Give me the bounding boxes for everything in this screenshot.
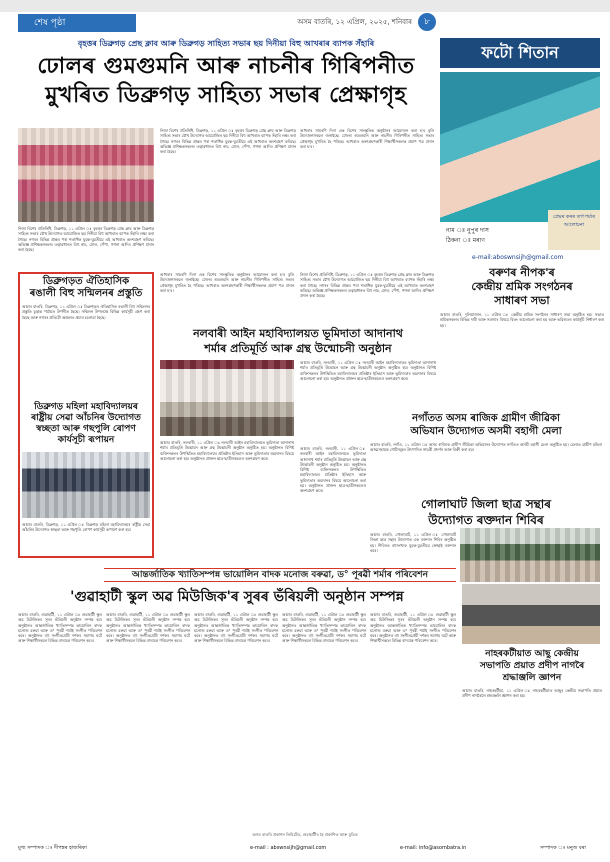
golaghat-body: আমাৰ বাতৰি, গোলাঘাট, ১১ এপ্ৰিল ঃ গোলাঘাট জিলা ছাত্ৰ সন্থাৰ উদ্যোগত এক ৰক্তদান শিবিৰ অনুষ্ঠিত হয়। শিবিৰত বহুসংখ্যক যুৱক-যুৱতীয়ে স্বেচ্ছাই ৰক্তদান কৰে। [370, 532, 456, 553]
box-title-2b: ৰাষ্ট্ৰীয় সেৱা আঁচনিৰ উদ্যোগত [31, 413, 141, 423]
golaghat-headline-line1: গোলাঘাট জিলা ছাত্ৰ সন্থাৰ [420, 497, 551, 511]
feature-caption [446, 226, 489, 246]
music-body-col3: আমাৰ বাতৰি, গুৱাহাটী, ১১ এপ্ৰিল ঃ গুৱাহাটী স্কুল অৱ মিউজিকৰ সুৰৰ ভঁৰিয়লী অনুষ্ঠান সম্পন্ন হয়। অনুষ্ঠানত আন্তৰ্জাতিক খ্যাতিসম্পন্ন ভায়োলিন বাদক মনোজ বৰুৱা আৰু ড° পূৰৱী শৰ্মাই সংগীত পৰিবেশন কৰে। অনুষ্ঠানত বহু সংগীতপ্ৰেমী দৰ্শকৰ সমাগম ঘটে আৰু শিক্ষাৰ্থীসকলে বিভিন্ন বাদ্যযন্ত্ৰ পৰিবেশন কৰে। [194, 612, 278, 644]
box-title-2c: স্বচ্ছতা আৰু গছপুলি ৰোপণ [36, 424, 136, 434]
students-photo [22, 452, 150, 518]
lead-headline-line1: ঢোলৰ গুমগুমনি আৰু নাচনীৰ গিৰিপনীত [37, 53, 415, 79]
fair-headline-line1: নগাঁতত অসম ৰাজিক গ্ৰামীণ জীৱিকা [412, 413, 560, 424]
lead-body-col2-cont: আখৰাৰ সামৰণি দিনা এক বিশেষ সাংস্কৃতিক অনুষ্ঠানৰ আয়োজন কৰা হ'ব বুলি উদ্যোক্তাসকলে জনাইছে। ঢোলৰ গুমগুমনি আৰু নাচনীৰ গিৰিপনীত সাহিত্য সভাৰ প্ৰেক্ষাগৃহ মুখৰিত হৈ পৰিছে। আখৰাত অংশগ্ৰহণকাৰী শিক্ষাৰ্থীসকলক প্ৰমাণ পত্ৰ প্ৰদান কৰা হ'ব। [160, 272, 294, 293]
box-title-2d: কাৰ্যসূচী ৰূপায়ন [57, 435, 115, 445]
box-title-1 [22, 276, 150, 300]
union-headline-line1: বৰুণৰ নীপক'ৰ [489, 266, 555, 279]
box-body-1: আমাৰ বাতৰি, ডিব্ৰুগড়, ১১ এপ্ৰিল ঃ ডিব্ৰুগড়ত ঐতিহাসিক ৰঙালী বিহু সন্মিলনৰ প্ৰস্তুতি চূড়ান্ত পৰ্যায়ত উপনীত হৈছে। সন্মিলন উপলক্ষে বিভিন্ন কাৰ্যসূচী গ্ৰহণ কৰা হৈছে আৰু নগৰৰ প্ৰতিটো অঞ্চলত প্ৰচাৰ চলোৱা হৈছে। [22, 304, 150, 320]
footer-editor: সম্পাদক ঃ মনুজ বৰা [540, 845, 586, 851]
center-headline-line1: নলবাৰী আইন মহাবিদ্যালয়ত ভূমিদাতা আদানাথ [193, 327, 403, 340]
feature-credit: প্ৰেমৰ কৰৰ তাৎপৰ্য্যৰ আলোচনা [548, 210, 600, 250]
footer-chief-editor: মুখ্য সম্পাদক ঃ দীপঙ্কৰ হাজৰিকা [18, 845, 87, 851]
music-headline: 'গুৱাহাটী স্কুল অৱ মিউজিক'ৰ সুৰৰ ভঁৰিয়লী অনুষ্ঠান সম্পন্ন [70, 589, 404, 605]
tribute-headline [462, 648, 602, 684]
box-body-2: আমাৰ বাতৰি, ডিব্ৰুগড়, ১১ এপ্ৰিল ঃ ডিব্ৰুগড় মহিলা মহাবিদ্যালয়ৰ ৰাষ্ট্ৰীয় সেৱা আঁচনিৰ উদ্যোগত স্বচ্ছতা আৰু গছপুলি ৰোপণ কাৰ্যসূচী ৰূপায়ণ কৰা হয়। [22, 522, 150, 533]
golaghat-headline-line2: উদ্যোগত ৰক্তদান শিবিৰ [428, 513, 544, 527]
fair-body: আমাৰ বাতৰি, নগাঁও, ১১ এপ্ৰিল ঃ অসম ৰাজ্যিক গ্ৰামীণ জীৱিকা অভিযানৰ উদ্যোগত নগাঁওত অসমী বহাগী মেলা অনুষ্ঠিত হয়। মেলাত গ্ৰামীণ মহিলা আত্মসহায়ক গোটসমূহৰ উৎপাদিত সামগ্ৰী প্ৰদৰ্শন আৰু বিক্ৰী কৰা হয়। [370, 442, 602, 453]
center-headline [160, 326, 436, 356]
tribute-body: আমাৰ বাতৰি, নাহৰকটীয়া, ১১ এপ্ৰিল ঃ নাহৰকটীয়াত আছুৰ কেন্দ্ৰীয় সভাপতি প্ৰয়াত প্ৰদীপ নাগৰৈলৈ শ্ৰদ্ধাঞ্জলি জ্ঞাপন কৰা হয়। [462, 688, 602, 699]
music-body-col5: আমাৰ বাতৰি, গুৱাহাটী, ১১ এপ্ৰিল ঃ গুৱাহাটী স্কুল অৱ মিউজিকৰ সুৰৰ ভঁৰিয়লী অনুষ্ঠান সম্পন্ন হয়। অনুষ্ঠানত আন্তৰ্জাতিক খ্যাতিসম্পন্ন ভায়োলিন বাদক মনোজ বৰুৱা আৰু ড° পূৰৱী শৰ্মাই সংগীত পৰিবেশন কৰে। অনুষ্ঠানত বহু সংগীতপ্ৰেমী দৰ্শকৰ সমাগম ঘটে আৰু শিক্ষাৰ্থীসকলে বিভিন্ন বাদ্যযন্ত্ৰ পৰিবেশন কৰে। [370, 612, 456, 644]
top-strip [0, 0, 610, 12]
center-body-col1: আমাৰ বাতৰি, নলবাৰী, ১১ এপ্ৰিল ঃ নলবাৰী আইন মহাবিদ্যালয়ত ভূমিদাতা আদানাথ শৰ্মাৰ প্ৰতিমূৰ্তি উন্মোচন আৰু গ্ৰন্থ উন্মোচনী অনুষ্ঠান অনুষ্ঠিত হয়। অনুষ্ঠানত বিশিষ্ট ব্যক্তিসকলৰ উপস্থিতিত মহাবিদ্যালয়ৰ প্ৰতিষ্ঠাৰ ইতিহাস আৰু ভূমিদাতাৰ অৱদানৰ বিষয়ে আলোচনা কৰা হয়। অনুষ্ঠানত প্ৰাক্তন ছাত্ৰ-ছাত্ৰীসকলেও অংশগ্ৰহণ কৰে। [160, 440, 294, 461]
center-stage-photo [160, 360, 294, 436]
center-headline-line2: শৰ্মাৰ প্ৰতিমূৰ্তি আৰু গ্ৰন্থ উন্মোচনী অনুষ্ঠান [204, 342, 392, 355]
lead-kicker: বৃহত্তৰ ডিব্ৰুগড় প্ৰেছ ক্লাব আৰু ডিব্ৰুগড় সাহিত্য সভাৰ ছয় দিনীয়া বিহু আখৰাৰ ব্যাপক সঁহাৰি [77, 39, 375, 48]
box-title-2 [22, 402, 150, 446]
music-body-col1: আমাৰ বাতৰি, গুৱাহাটী, ১১ এপ্ৰিল ঃ গুৱাহাটী স্কুল অৱ মিউজিকৰ সুৰৰ ভঁৰিয়লী অনুষ্ঠান সম্পন্ন হয়। অনুষ্ঠানত আন্তৰ্জাতিক খ্যাতিসম্পন্ন ভায়োলিন বাদক মনোজ বৰুৱা আৰু ড° পূৰৱী শৰ্মাই সংগীত পৰিবেশন কৰে। অনুষ্ঠানত বহু সংগীতপ্ৰেমী দৰ্শকৰ সমাগম ঘটে আৰু শিক্ষাৰ্থীসকলে বিভিন্ন বাদ্যযন্ত্ৰ পৰিবেশন কৰে। [18, 612, 102, 644]
feature-caption-place: ঠিকনা ঃ মৰাণ [446, 237, 485, 244]
footer-web: e-mail: info@asombatra.in [400, 845, 467, 851]
feature-portrait-photo [440, 72, 600, 222]
lead-headline [18, 52, 434, 110]
lead-headline-line2: মুখৰিত ডিব্ৰুগড় সাহিত্য সভাৰ প্ৰেক্ষাগৃহ [45, 82, 407, 108]
fair-headline-line2: অভিযান উদ্যোগত অসমী বহাগী মেলা [410, 426, 562, 437]
footer-publisher-line: অসম বাতৰি প্ৰকাশন লিমিটেড, গুৱাহাটীৰ হৈ প্ৰকাশিত আৰু মুদ্ৰিত [252, 832, 358, 837]
blood-donation-photo [460, 528, 600, 582]
lead-body-col2: নিজা বিশেষ প্ৰতিনিধি, ডিব্ৰুগড়, ১১ এপ্ৰিল ঃ বৃহত্তৰ ডিব্ৰুগড় প্ৰেছ ক্লাব আৰু ডিব্ৰুগড় সাহিত্য সভাৰ যৌথ উদ্যোগত আয়োজিত ছয় দিনীয়া বিহু আখৰাত ব্যাপক সঁহাৰি লক্ষ্য কৰা গৈছে। নগৰৰ বিভিন্ন প্ৰান্তৰ পৰা শতাধিক যুৱক-যুৱতীয়ে এই আখৰাত অংশগ্ৰহণ কৰিছে। অভিজ্ঞ প্ৰশিক্ষকসকলৰ তত্বাৱধানত বিহু নাচ, ঢোল, পেঁপা, গগনা আদিৰ প্ৰশিক্ষণ প্ৰদান কৰা হৈছে। [160, 128, 296, 155]
page-number: ৮ [418, 13, 436, 31]
music-body-col4: আমাৰ বাতৰি, গুৱাহাটী, ১১ এপ্ৰিল ঃ গুৱাহাটী স্কুল অৱ মিউজিকৰ সুৰৰ ভঁৰিয়লী অনুষ্ঠান সম্পন্ন হয়। অনুষ্ঠানত আন্তৰ্জাতিক খ্যাতিসম্পন্ন ভায়োলিন বাদক মনোজ বৰুৱা আৰু ড° পূৰৱী শৰ্মাই সংগীত পৰিবেশন কৰে। অনুষ্ঠানত বহু সংগীতপ্ৰেমী দৰ্শকৰ সমাগম ঘটে আৰু শিক্ষাৰ্থীসকলে বিভিন্ন বাদ্যযন্ত্ৰ পৰিবেশন কৰে। [282, 612, 366, 644]
tribute-photo [462, 584, 600, 644]
union-headline-line2: কেন্দ্ৰীয় শ্ৰমিক সংগঠনৰ [471, 280, 573, 293]
section-tag: শেষ পৃষ্ঠা [18, 14, 136, 32]
center-body-col2: আমাৰ বাতৰি, নলবাৰী, ১১ এপ্ৰিল ঃ নলবাৰী আইন মহাবিদ্যালয়ত ভূমিদাতা আদানাথ শৰ্মাৰ প্ৰতিমূৰ্তি উন্মোচন আৰু গ্ৰন্থ উন্মোচনী অনুষ্ঠান অনুষ্ঠিত হয়। অনুষ্ঠানত বিশিষ্ট ব্যক্তিসকলৰ উপস্থিতিত মহাবিদ্যালয়ৰ প্ৰতিষ্ঠাৰ ইতিহাস আৰু ভূমিদাতাৰ অৱদানৰ বিষয়ে আলোচনা কৰা হয়। অনুষ্ঠানত প্ৰাক্তন ছাত্ৰ-ছাত্ৰীসকলেও অংশগ্ৰহণ কৰে। [300, 360, 436, 381]
footer-email: e-mail : abswnsijh@gmail.com [250, 845, 327, 851]
union-body: আমাৰ বাতৰি, দুলিয়াজান, ১১ এপ্ৰিল ঃ কেন্দ্ৰীয় শ্ৰমিক সংগঠনৰ সাধাৰণ সভা অনুষ্ঠিত হয়। সভাত শ্ৰমিকসকলৰ বিভিন্ন দাবী আৰু সমস্যাৰ বিষয়ে বিতং আলোচনা কৰা হয় আৰু ভৱিষ্যতৰ কাৰ্যসূচী নিৰ্ধাৰণ কৰা হয়। [440, 312, 604, 328]
golaghat-headline [370, 496, 602, 528]
footer-credits [0, 842, 610, 854]
lead-body-col3: আখৰাৰ সামৰণি দিনা এক বিশেষ সাংস্কৃতিক অনুষ্ঠানৰ আয়োজন কৰা হ'ব বুলি উদ্যোক্তাসকলে জনাইছে। ঢোলৰ গুমগুমনি আৰু নাচনীৰ গিৰিপনীত সাহিত্য সভাৰ প্ৰেক্ষাগৃহ মুখৰিত হৈ পৰিছে। আখৰাত অংশগ্ৰহণকাৰী শিক্ষাৰ্থীসকলক প্ৰমাণ পত্ৰ প্ৰদান কৰা হ'ব। [300, 128, 434, 149]
union-headline [440, 266, 604, 308]
box-title-2a: ডিব্ৰুগড় মহিলা মহাবিদ্যালয়ৰ [34, 402, 138, 412]
union-headline-line3: সাধাৰণ সভা [494, 294, 550, 307]
box-title-1b: ৰঙালী বিহু সন্মিলনৰ প্ৰস্তুতি [29, 288, 143, 299]
lead-body-photo-caption: নিজা বিশেষ প্ৰতিনিধি, ডিব্ৰুগড়, ১১ এপ্ৰিল ঃ বৃহত্তৰ ডিব্ৰুগড় প্ৰেছ ক্লাব আৰু ডিব্ৰুগড় সাহিত্য সভাৰ যৌথ উদ্যোগত আয়োজিত ছয় দিনীয়া বিহু আখৰাত ব্যাপক সঁহাৰি লক্ষ্য কৰা গৈছে। নগৰৰ বিভিন্ন প্ৰান্তৰ পৰা শতাধিক যুৱক-যুৱতীয়ে এই আখৰাত অংশগ্ৰহণ কৰিছে। অভিজ্ঞ প্ৰশিক্ষকসকলৰ তত্বাৱধানত বিহু নাচ, ঢোল, পেঁপা, গগনা আদিৰ প্ৰশিক্ষণ প্ৰদান কৰা হৈছে। [18, 226, 154, 253]
lead-body-col3-cont: নিজা বিশেষ প্ৰতিনিধি, ডিব্ৰুগড়, ১১ এপ্ৰিল ঃ বৃহত্তৰ ডিব্ৰুগড় প্ৰেছ ক্লাব আৰু ডিব্ৰুগড় সাহিত্য সভাৰ যৌথ উদ্যোগত আয়োজিত ছয় দিনীয়া বিহু আখৰাত ব্যাপক সঁহাৰি লক্ষ্য কৰা গৈছে। নগৰৰ বিভিন্ন প্ৰান্তৰ পৰা শতাধিক যুৱক-যুৱতীয়ে এই আখৰাত অংশগ্ৰহণ কৰিছে। অভিজ্ঞ প্ৰশিক্ষকসকলৰ তত্বাৱধানত বিহু নাচ, ঢোল, পেঁপা, গগনা আদিৰ প্ৰশিক্ষণ প্ৰদান কৰা হৈছে। [300, 272, 434, 299]
fair-headline [370, 412, 602, 438]
music-kicker-band: আন্তৰ্জাতিক খ্যাতিসম্পন্ন ভায়োলিন বাদক মনোজ বৰুৱা, ড° পূৰৱী শৰ্মাৰ পৰিবেশন [104, 568, 456, 582]
tribute-headline-line3: শ্ৰদ্ধাঞ্জলি জ্ঞাপন [502, 673, 562, 683]
photo-feature-banner: ফটো শিতান [440, 38, 600, 68]
feature-caption-name: নাম ঃ নুপুৰ দাস [446, 227, 489, 234]
box-title-1a: ডিব্ৰুগড়ত ঐতিহাসিক [42, 276, 130, 287]
lead-photo-crowd [18, 128, 154, 222]
tribute-headline-line2: সভাপতি প্ৰয়াত প্ৰদীপ নাগৰৈ [479, 661, 585, 671]
music-body-col2: আমাৰ বাতৰি, গুৱাহাটী, ১১ এপ্ৰিল ঃ গুৱাহাটী স্কুল অৱ মিউজিকৰ সুৰৰ ভঁৰিয়লী অনুষ্ঠান সম্পন্ন হয়। অনুষ্ঠানত আন্তৰ্জাতিক খ্যাতিসম্পন্ন ভায়োলিন বাদক মনোজ বৰুৱা আৰু ড° পূৰৱী শৰ্মাই সংগীত পৰিবেশন কৰে। অনুষ্ঠানত বহু সংগীতপ্ৰেমী দৰ্শকৰ সমাগম ঘটে আৰু শিক্ষাৰ্থীসকলে বিভিন্ন বাদ্যযন্ত্ৰ পৰিবেশন কৰে। [106, 612, 190, 644]
feature-email: e-mail:aboswnsijh@gmail.com [472, 254, 564, 261]
tribute-headline-line1: নাহৰকটীয়াত আছু কেন্দ্ৰীয় [485, 649, 579, 659]
center-body-col3: আমাৰ বাতৰি, নলবাৰী, ১১ এপ্ৰিল ঃ নলবাৰী আইন মহাবিদ্যালয়ত ভূমিদাতা আদানাথ শৰ্মাৰ প্ৰতিমূৰ্তি উন্মোচন আৰু গ্ৰন্থ উন্মোচনী অনুষ্ঠান অনুষ্ঠিত হয়। অনুষ্ঠানত বিশিষ্ট ব্যক্তিসকলৰ উপস্থিতিত মহাবিদ্যালয়ৰ প্ৰতিষ্ঠাৰ ইতিহাস আৰু ভূমিদাতাৰ অৱদানৰ বিষয়ে আলোচনা কৰা হয়। অনুষ্ঠানত প্ৰাক্তন ছাত্ৰ-ছাত্ৰীসকলেও অংশগ্ৰহণ কৰে। [300, 446, 366, 494]
dateline: অসম বাতৰি, ১২ এপ্ৰিল, ২০২৫, শনিবাৰ [297, 18, 412, 26]
